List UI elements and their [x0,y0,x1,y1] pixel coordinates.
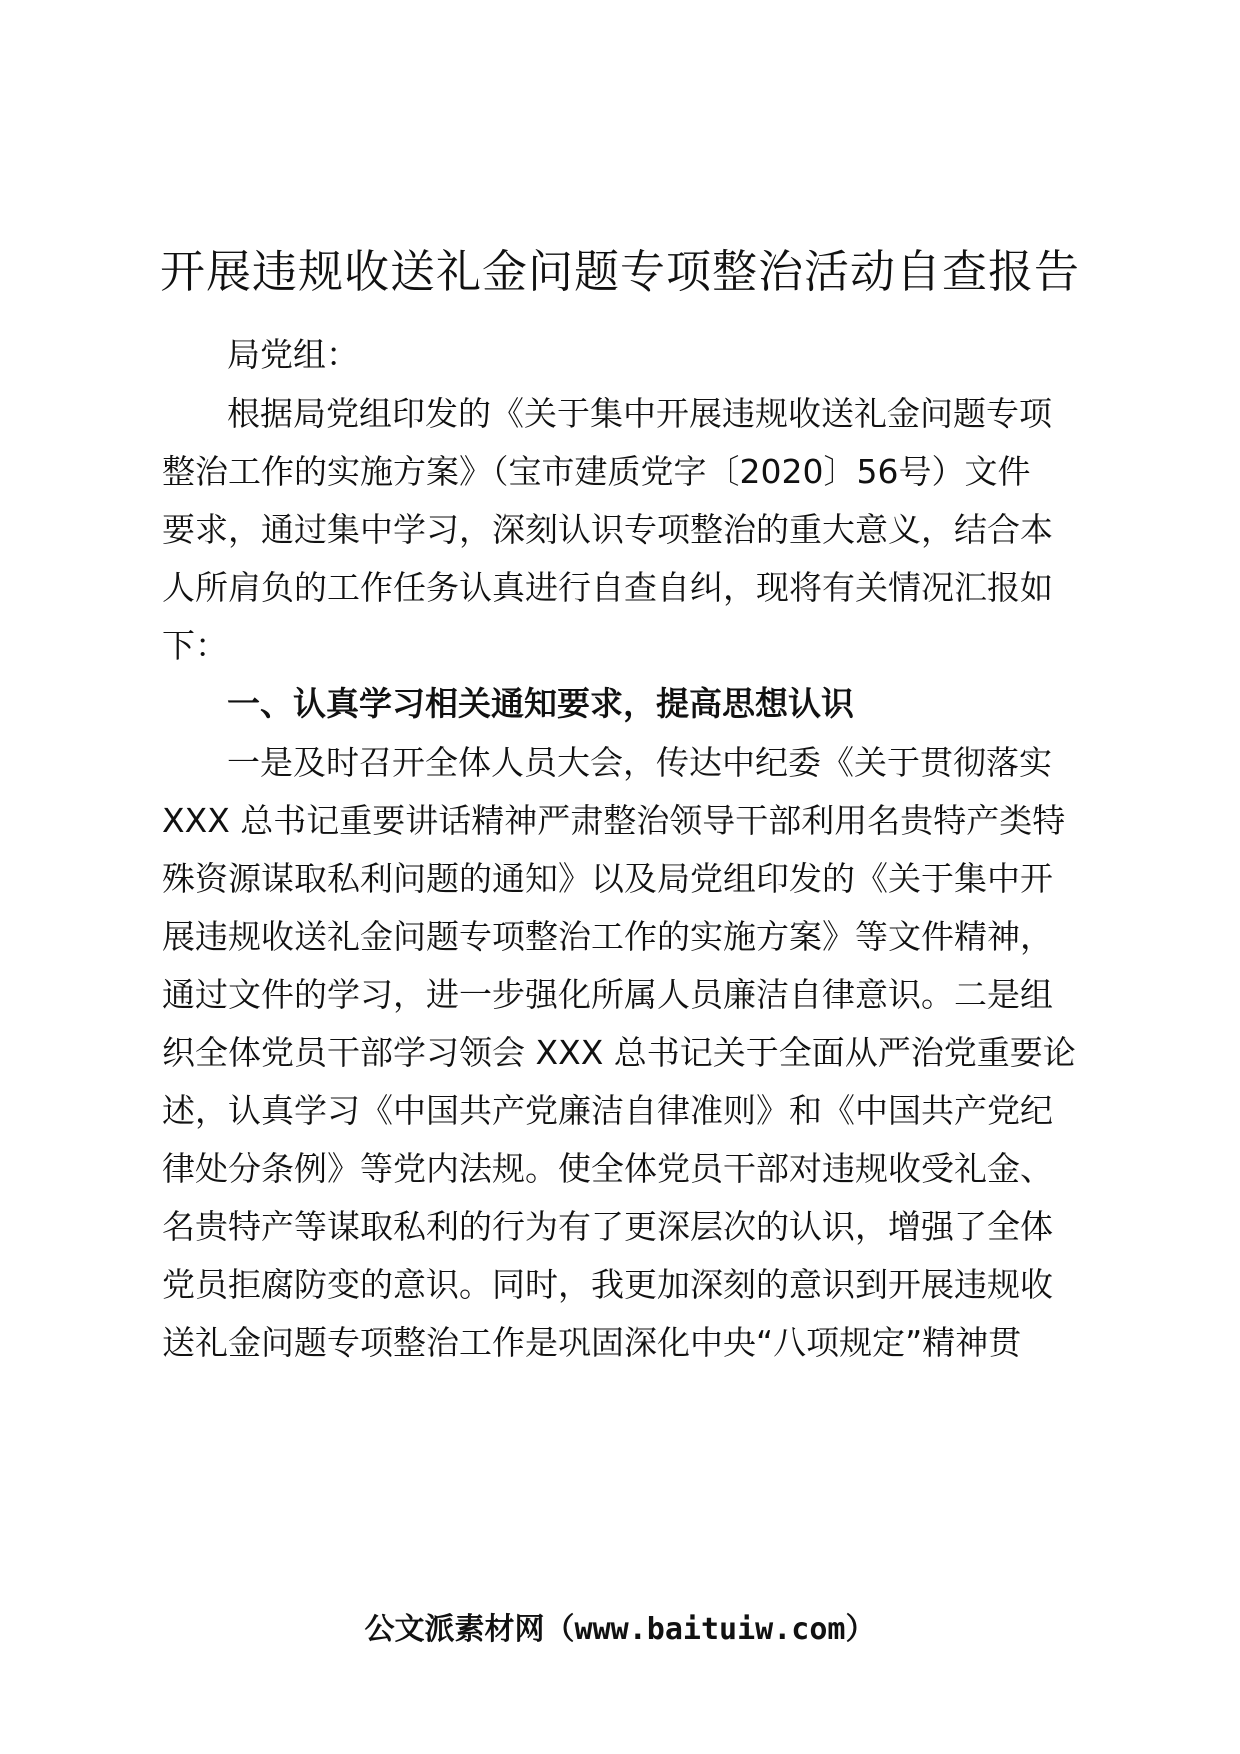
body-line: 下： [162,626,228,665]
section-line: 一是及时召开全体人员大会，传达中纪委《关于贯彻落实 [227,743,1052,782]
footer-site-url: （www.baituiw.com） [544,1612,876,1647]
document-title: 开展违规收送礼金问题专项整治活动自查报告 [159,245,1080,298]
body-line: 整治工作的实施方案》（宝市建质党字〔2020〕56号）文件 [162,452,1031,491]
section-line: XXX 总书记重要讲话精神严肃整治领导干部利用名贵特产类特 [162,801,1066,840]
section-line: 律处分条例》等党内法规。使全体党员干部对违规收受礼金、 [162,1149,1053,1188]
section-line: 织全体党员干部学习领会 XXX 总书记关于全面从严治党重要论 [162,1033,1076,1072]
footer-watermark [0,1610,1240,1650]
section-line: 述，认真学习《中国共产党廉洁自律准则》和《中国共产党纪 [162,1091,1053,1130]
section-line: 通过文件的学习，进一步强化所属人员廉洁自律意识。二是组 [162,975,1053,1014]
section-line: 名贵特产等谋取私利的行为有了更深层次的认识，增强了全体 [162,1207,1053,1246]
body-line: 根据局党组印发的《关于集中开展违规收送礼金问题专项 [227,394,1052,433]
footer-site-name: 公文派素材网 [364,1612,545,1647]
section-line: 党员拒腐防变的意识。同时，我更加深刻的意识到开展违规收 [162,1265,1053,1304]
section-line: 殊资源谋取私利问题的通知》以及局党组印发的《关于集中开 [162,859,1053,898]
body-line: 人所肩负的工作任务认真进行自查自纠，现将有关情况汇报如 [162,568,1053,607]
salutation: 局党组： [227,335,359,374]
section-line: 展违规收送礼金问题专项整治工作的实施方案》等文件精神， [162,917,1053,956]
section-line: 送礼金问题专项整治工作是巩固深化中央“八项规定”精神贯 [162,1323,1022,1362]
section-heading: 一、认真学习相关通知要求，提高思想认识 [227,684,854,723]
body-line: 要求，通过集中学习，深刻认识专项整治的重大意义，结合本 [162,510,1053,549]
